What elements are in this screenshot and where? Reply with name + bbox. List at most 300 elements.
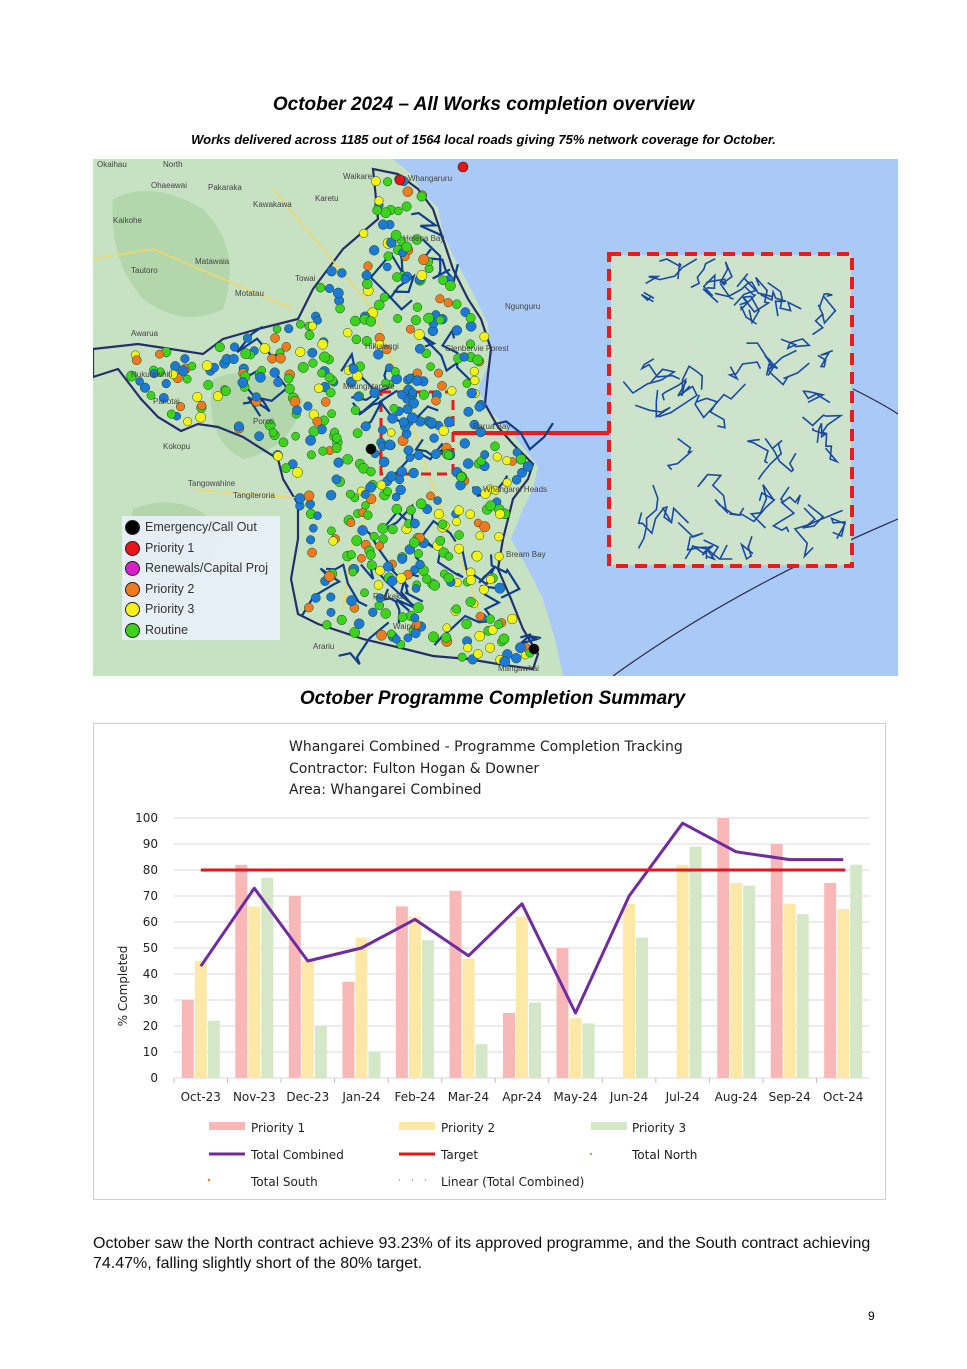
works-dot xyxy=(387,429,395,437)
legend-label: Priority 2 xyxy=(145,582,195,596)
page-number: 9 xyxy=(868,1309,875,1323)
works-dot xyxy=(202,361,212,371)
legend-swatch-priority-1 xyxy=(209,1122,245,1130)
works-dot xyxy=(377,481,386,490)
works-dot xyxy=(466,313,475,322)
legend-priority-3: Priority 3 xyxy=(632,1121,687,1135)
works-dot xyxy=(318,369,326,377)
works-dot xyxy=(499,634,509,644)
works-dot xyxy=(349,364,358,373)
works-dot xyxy=(467,388,477,398)
works-dot xyxy=(458,653,466,661)
works-dot xyxy=(366,550,375,559)
bar-priority-2 xyxy=(570,1018,582,1078)
works-dot xyxy=(366,317,376,327)
works-dot xyxy=(444,417,454,427)
works-dot xyxy=(281,464,290,473)
works-dot xyxy=(466,510,475,519)
works-dot xyxy=(394,207,402,215)
works-dot xyxy=(523,462,533,472)
works-dot xyxy=(378,220,388,230)
works-dot xyxy=(441,633,451,643)
bar-priority-2 xyxy=(302,961,314,1078)
works-dot xyxy=(445,552,453,560)
works-dot xyxy=(379,457,389,467)
works-dot xyxy=(204,380,213,389)
works-dot xyxy=(188,362,196,370)
works-dot xyxy=(336,304,345,313)
works-dot xyxy=(360,589,368,597)
works-dot xyxy=(306,500,315,509)
works-dot xyxy=(414,549,423,558)
works-dot xyxy=(327,527,335,535)
legend-swatch-priority-3 xyxy=(591,1122,627,1130)
works-dot xyxy=(352,335,361,344)
legend-priority-2 xyxy=(125,579,194,599)
y-tick-label: 80 xyxy=(142,863,158,877)
legend-priority-1 xyxy=(125,538,194,558)
place-label: Awarua xyxy=(131,329,158,338)
works-dot xyxy=(495,532,504,541)
works-dot xyxy=(419,254,429,264)
legend-marker-total-north xyxy=(590,1153,592,1155)
works-dot xyxy=(486,501,496,511)
works-dot xyxy=(346,490,354,498)
bar-priority-1 xyxy=(182,1000,194,1078)
works-dot xyxy=(252,393,261,402)
works-dot xyxy=(445,281,455,291)
works-dot xyxy=(434,497,442,505)
works-dot xyxy=(393,314,401,322)
works-dot xyxy=(316,283,325,292)
works-dot xyxy=(359,229,368,238)
chart-canvas xyxy=(94,724,887,1201)
works-dot xyxy=(447,386,456,395)
red-dot-icon xyxy=(125,541,140,556)
bar-priority-2 xyxy=(837,909,849,1078)
works-dot xyxy=(313,417,322,426)
works-dot xyxy=(343,454,353,464)
works-dot xyxy=(368,608,377,617)
works-dot xyxy=(392,504,402,514)
works-dot xyxy=(332,443,341,452)
place-label: Kokopu xyxy=(163,442,191,451)
bar-priority-2 xyxy=(784,904,796,1078)
works-dot xyxy=(475,631,485,641)
bar-priority-2 xyxy=(248,906,260,1078)
works-dot xyxy=(308,548,317,557)
works-dot xyxy=(503,457,511,465)
place-label: Glenbervie Forest xyxy=(445,344,509,353)
legend-total-combined: Total Combined xyxy=(251,1148,344,1162)
legend-priority-3 xyxy=(125,599,194,619)
works-dot xyxy=(270,368,280,378)
bar-priority-1 xyxy=(557,948,569,1078)
works-dot xyxy=(374,581,383,590)
works-dot xyxy=(428,632,438,642)
works-dot xyxy=(430,580,440,590)
works-dot xyxy=(371,177,380,186)
bar-priority-3 xyxy=(636,938,648,1078)
works-dot xyxy=(411,614,419,622)
works-dot xyxy=(406,506,415,515)
y-axis-label: % Completed xyxy=(116,945,130,1027)
works-map xyxy=(93,159,898,676)
works-dot xyxy=(350,316,360,326)
works-dot xyxy=(412,376,422,386)
works-dot xyxy=(495,583,505,593)
works-dot xyxy=(321,397,330,406)
place-label: Matawaia xyxy=(195,257,230,266)
works-dot xyxy=(369,245,379,255)
works-dot xyxy=(495,552,504,561)
works-dot xyxy=(162,379,171,388)
x-tick-label: Jun-24 xyxy=(609,1090,649,1104)
works-dot xyxy=(436,295,445,304)
bar-priority-1 xyxy=(342,982,354,1078)
works-dot xyxy=(378,523,388,533)
legend-priority-1: Priority 1 xyxy=(251,1121,306,1135)
works-dot xyxy=(332,433,341,442)
place-label: Pakaraka xyxy=(208,183,242,192)
works-dot xyxy=(284,324,293,333)
bar-priority-1 xyxy=(824,883,836,1078)
bar-priority-3 xyxy=(850,865,862,1078)
works-dot xyxy=(347,596,357,606)
place-label: North xyxy=(163,160,183,169)
works-dot xyxy=(452,605,461,614)
works-dot xyxy=(184,417,192,425)
works-dot xyxy=(397,467,407,477)
works-dot xyxy=(255,372,265,382)
map-legend xyxy=(122,516,280,640)
chart-title-line-3: Area: Whangarei Combined xyxy=(289,782,482,798)
bar-priority-2 xyxy=(516,917,528,1078)
legend-label: Priority 1 xyxy=(145,541,195,555)
place-label: Maungatapere xyxy=(343,382,395,391)
works-dot xyxy=(370,532,378,540)
works-dot xyxy=(507,614,517,624)
place-label: Tangiteroria xyxy=(233,491,275,500)
works-dot xyxy=(323,620,332,629)
works-dot xyxy=(430,434,439,443)
works-dot xyxy=(463,643,472,652)
works-dot xyxy=(328,410,336,418)
place-label: Parua Bay xyxy=(473,422,511,431)
bar-priority-2 xyxy=(677,865,689,1078)
works-dot xyxy=(426,492,434,500)
works-dot xyxy=(491,442,500,451)
black-dot-icon xyxy=(125,520,140,535)
works-dot xyxy=(384,252,393,261)
legend-linear-total-combined: Linear (Total Combined) xyxy=(441,1175,585,1189)
section-title: October Programme Completion Summary xyxy=(299,688,686,709)
works-dot xyxy=(452,300,461,309)
works-dot xyxy=(314,384,323,393)
works-dot xyxy=(485,643,494,652)
works-dot xyxy=(443,624,451,632)
works-dot xyxy=(391,230,401,240)
works-dot xyxy=(213,392,222,401)
place-label: Ngunguru xyxy=(505,302,541,311)
works-dot xyxy=(460,353,469,362)
works-dot xyxy=(325,284,334,293)
works-dot xyxy=(466,597,476,607)
works-dot xyxy=(306,536,315,545)
x-tick-label: Feb-24 xyxy=(394,1090,436,1104)
works-dot xyxy=(424,313,434,323)
works-dot xyxy=(296,347,306,357)
works-dot xyxy=(319,352,329,362)
works-dot xyxy=(367,467,376,476)
works-dot xyxy=(395,475,404,484)
y-tick-label: 70 xyxy=(142,889,158,903)
works-dot xyxy=(415,344,424,353)
works-dot xyxy=(396,485,406,495)
works-dot xyxy=(410,519,419,528)
bar-priority-1 xyxy=(503,1013,515,1078)
works-dot xyxy=(364,511,373,520)
works-dot xyxy=(390,404,398,412)
y-tick-label: 90 xyxy=(142,837,158,851)
works-dot xyxy=(357,554,365,562)
works-dot xyxy=(436,536,445,545)
works-dot xyxy=(395,175,405,185)
works-dot xyxy=(215,342,224,351)
completion-chart xyxy=(93,723,886,1200)
place-label: Pakotai xyxy=(153,397,180,406)
orange-dot-icon xyxy=(125,582,140,597)
works-dot xyxy=(327,593,336,602)
works-dot xyxy=(434,369,442,377)
works-dot xyxy=(396,573,406,583)
place-label: Helena Bay xyxy=(403,234,445,243)
x-tick-label: Apr-24 xyxy=(502,1090,542,1104)
x-tick-label: May-24 xyxy=(553,1090,598,1104)
works-dot xyxy=(362,271,371,280)
page-subtitle: Works delivered across 1185 out of 1564 local roads giving 75% network coverage for October. xyxy=(191,132,776,147)
works-dot xyxy=(304,603,313,612)
works-dot xyxy=(407,413,417,423)
works-dot xyxy=(403,187,413,197)
works-dot xyxy=(361,422,370,431)
works-dot xyxy=(269,428,277,436)
works-dot xyxy=(475,402,484,411)
works-dot xyxy=(309,524,317,532)
place-label: Waikare xyxy=(343,172,373,181)
bar-priority-3 xyxy=(797,914,809,1078)
bar-priority-1 xyxy=(450,891,462,1078)
works-dot xyxy=(383,562,393,572)
legend-label: Emergency/Call Out xyxy=(145,520,257,534)
legend-total-north: Total North xyxy=(632,1148,698,1162)
works-dot xyxy=(452,518,460,526)
works-dot xyxy=(255,432,264,441)
works-dot xyxy=(234,422,243,431)
works-dot xyxy=(347,551,355,559)
place-label: Tangowahine xyxy=(188,479,236,488)
works-dot xyxy=(414,329,424,339)
works-dot xyxy=(515,643,525,653)
works-dot xyxy=(353,429,362,438)
works-dot xyxy=(452,326,462,336)
works-dot xyxy=(474,649,483,658)
legend-total-south: Total South xyxy=(251,1175,318,1189)
works-dot xyxy=(470,367,479,376)
works-dot xyxy=(292,467,302,477)
works-dot xyxy=(413,603,423,613)
works-dot xyxy=(243,334,252,343)
works-dot xyxy=(388,413,398,423)
works-dot xyxy=(276,354,286,364)
works-dot xyxy=(381,208,391,218)
works-dot xyxy=(324,571,334,581)
works-dot xyxy=(196,412,206,422)
works-dot xyxy=(409,468,419,478)
works-dot xyxy=(326,490,336,500)
works-dot xyxy=(529,644,539,654)
works-dot xyxy=(444,573,454,583)
works-dot xyxy=(444,451,453,460)
place-label: Ohaeawai xyxy=(151,181,188,190)
works-dot xyxy=(391,367,399,375)
bar-priority-3 xyxy=(368,1052,380,1078)
works-dot xyxy=(457,472,466,481)
works-dot xyxy=(416,499,426,509)
works-dot xyxy=(366,444,376,454)
bar-priority-3 xyxy=(422,940,434,1078)
works-dot xyxy=(486,615,495,624)
works-dot xyxy=(494,620,503,629)
chart-legend xyxy=(208,1121,698,1189)
place-label: Bream Bay xyxy=(506,550,546,559)
page-title: October 2024 – All Works completion overview xyxy=(272,94,695,115)
works-dot xyxy=(273,325,281,333)
works-dot xyxy=(385,440,395,450)
legend-renewals xyxy=(125,558,268,578)
works-dot xyxy=(401,275,410,284)
works-dot xyxy=(311,593,320,602)
works-dot xyxy=(373,206,382,215)
works-dot xyxy=(352,536,362,546)
works-dot xyxy=(273,452,282,461)
yellow-dot-icon xyxy=(125,602,140,617)
works-dot xyxy=(419,390,429,400)
bar-priority-3 xyxy=(315,1026,327,1078)
y-tick-label: 50 xyxy=(142,941,158,955)
works-dot xyxy=(305,331,314,340)
x-tick-label: Jul-24 xyxy=(665,1090,700,1104)
works-dot xyxy=(413,303,422,312)
y-tick-label: 10 xyxy=(142,1045,158,1059)
works-dot xyxy=(326,388,335,397)
works-dot xyxy=(325,373,334,382)
works-dot xyxy=(402,242,412,252)
works-dot xyxy=(476,612,485,621)
works-dot xyxy=(198,401,207,410)
works-dot xyxy=(304,491,314,501)
bar-priority-3 xyxy=(583,1023,595,1078)
works-dot xyxy=(282,342,291,351)
works-dot xyxy=(486,575,494,583)
place-label: Towai xyxy=(295,274,316,283)
works-dot xyxy=(329,537,338,546)
works-dot xyxy=(402,202,411,211)
bar-priority-2 xyxy=(623,904,635,1078)
works-dot xyxy=(417,270,427,280)
bar-priority-2 xyxy=(195,961,207,1078)
works-dot xyxy=(398,613,407,622)
works-dot xyxy=(464,407,473,416)
bar-priority-1 xyxy=(717,818,729,1078)
legend-routine xyxy=(125,620,188,640)
legend-priority-2: Priority 2 xyxy=(441,1121,496,1135)
works-dot xyxy=(229,354,239,364)
works-dot xyxy=(309,427,319,437)
works-dot xyxy=(334,458,344,468)
bar-priority-3 xyxy=(529,1003,541,1078)
works-dot xyxy=(454,506,464,516)
works-dot xyxy=(366,482,376,492)
works-dot xyxy=(337,269,346,278)
works-dot xyxy=(343,328,352,337)
magenta-dot-icon xyxy=(125,561,140,576)
works-dot xyxy=(480,332,489,341)
works-dot xyxy=(403,404,412,413)
y-tick-label: 30 xyxy=(142,993,158,1007)
works-dot xyxy=(290,396,300,406)
works-dot xyxy=(367,561,376,570)
works-dot xyxy=(427,418,437,428)
place-label: Motatau xyxy=(235,289,264,298)
works-dot xyxy=(230,343,239,352)
works-dot xyxy=(378,426,387,435)
works-dot xyxy=(480,522,490,532)
works-dot xyxy=(411,315,421,325)
works-dot xyxy=(404,446,413,455)
works-dot xyxy=(479,585,488,594)
works-dot xyxy=(427,363,435,371)
bar-priority-3 xyxy=(476,1044,488,1078)
chart-title-line-2: Contractor: Fulton Hogan & Downer xyxy=(289,761,540,777)
works-dot xyxy=(308,348,317,357)
bar-priority-1 xyxy=(289,896,301,1078)
bar-priority-2 xyxy=(730,883,742,1078)
works-dot xyxy=(392,635,400,643)
works-dot xyxy=(307,451,315,459)
legend-emergency xyxy=(125,517,257,537)
works-dot xyxy=(318,339,328,349)
works-dot xyxy=(406,325,414,333)
works-dot xyxy=(414,450,423,459)
works-dot xyxy=(470,376,479,385)
place-label: Ruakaka xyxy=(373,592,405,601)
works-dot xyxy=(167,410,176,419)
works-dot xyxy=(362,279,372,289)
works-dot xyxy=(397,554,407,564)
works-dot xyxy=(308,322,316,330)
works-dot xyxy=(319,447,328,456)
bar-priority-1 xyxy=(396,906,408,1078)
works-dot xyxy=(351,406,360,415)
works-dot xyxy=(306,435,316,445)
works-dot xyxy=(476,532,484,540)
works-dot xyxy=(387,576,397,586)
works-dot xyxy=(438,381,447,390)
works-dot xyxy=(238,378,248,388)
works-dot xyxy=(221,386,230,395)
works-dot xyxy=(434,509,444,519)
